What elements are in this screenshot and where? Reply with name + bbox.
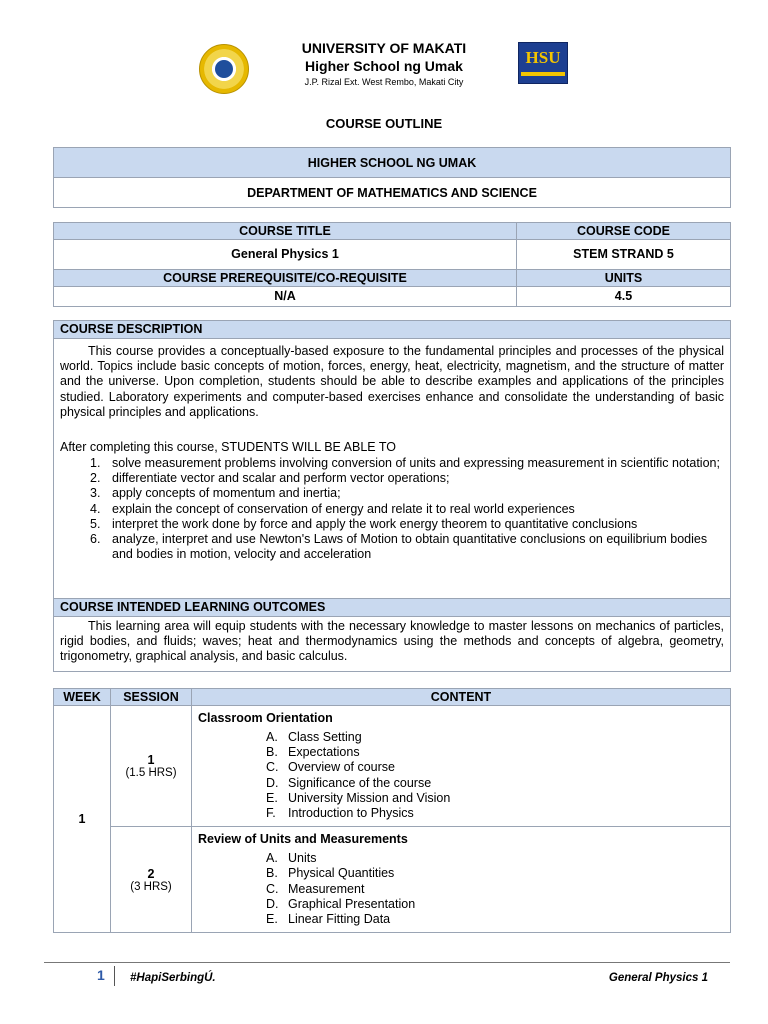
session-content-2 xyxy=(192,827,731,933)
learning-outcomes-heading: COURSE INTENDED LEARNING OUTCOMES xyxy=(54,598,730,617)
objective-text: explain the concept of conservation of energy and relate it to real world experiences xyxy=(112,501,575,516)
session-topic-list xyxy=(198,730,724,821)
school-address: J.P. Rizal Ext. West Rembo, Makati City xyxy=(304,77,464,87)
objective-number: 2. xyxy=(90,471,101,486)
footer-hashtag: #HapiSerbingÚ. xyxy=(130,972,216,984)
objective-item xyxy=(60,517,724,532)
content-header: CONTENT xyxy=(192,689,731,706)
org-department-cell: DEPARTMENT OF MATHEMATICS AND SCIENCE xyxy=(54,178,731,208)
topic-letter: E. xyxy=(266,912,278,927)
week-cell: 1 xyxy=(54,706,111,933)
topic-item xyxy=(198,745,724,760)
objective-text: apply concepts of momentum and inertia; xyxy=(112,486,341,501)
footer-course-name: General Physics 1 xyxy=(608,972,708,984)
session-topic-list xyxy=(198,851,724,927)
objective-text: differentiate vector and scalar and perform vector operations; xyxy=(112,471,450,486)
topic-item xyxy=(198,912,724,927)
objective-item xyxy=(60,456,724,471)
session-cell-1 xyxy=(111,706,192,827)
topic-text: Overview of course xyxy=(288,760,395,775)
week-header: WEEK xyxy=(54,689,111,706)
objective-number: 6. xyxy=(90,532,101,547)
objective-item xyxy=(60,471,724,486)
hsu-logo-text: HSU xyxy=(525,48,561,67)
course-description-box xyxy=(53,320,731,672)
topic-item xyxy=(198,760,724,775)
topic-item xyxy=(198,851,724,866)
topic-text: Measurement xyxy=(288,881,365,896)
topic-letter: D. xyxy=(266,896,279,911)
objective-number: 5. xyxy=(90,516,101,531)
topic-text: Class Setting xyxy=(288,730,362,744)
org-school-cell: HIGHER SCHOOL NG UMAK xyxy=(54,148,731,178)
session-cell-2 xyxy=(111,827,192,933)
objective-item xyxy=(60,486,724,501)
topic-text: Significance of the course xyxy=(288,775,432,790)
objectives-list xyxy=(60,456,724,562)
topic-text: Introduction to Physics xyxy=(288,806,414,821)
topic-letter: A. xyxy=(266,851,278,866)
topic-letter: A. xyxy=(266,730,278,744)
session-number: 2 xyxy=(147,866,155,881)
units-label: UNITS xyxy=(517,270,731,287)
objective-text: interpret the work done by force and apply the work energy theorem to quantitative conclusions xyxy=(112,516,638,531)
course-info-table xyxy=(53,222,731,307)
topic-text: Units xyxy=(288,851,317,866)
topic-item xyxy=(198,730,724,745)
prereq-label: COURSE PREREQUISITE/CO-REQUISITE xyxy=(54,270,517,287)
course-title-label: COURSE TITLE xyxy=(54,223,517,240)
topic-text: University Mission and Vision xyxy=(288,790,451,805)
objective-number: 3. xyxy=(90,486,101,501)
topic-text: Physical Quantities xyxy=(288,866,395,881)
topic-item xyxy=(198,882,724,897)
course-code-label: COURSE CODE xyxy=(517,223,731,240)
footer-divider xyxy=(44,962,730,963)
topic-text: Expectations xyxy=(288,745,360,760)
objective-number: 4. xyxy=(90,501,101,516)
learning-outcomes-paragraph: This learning area will equip students with the necessary knowledge to master lessons on mechanics of particles, rigid bodies, and fluids; waves; heat and thermodynamics using the methods and concepts of algebra, geometry, trigonometry, graphical analysis, and basic calculus. xyxy=(60,619,724,664)
schedule-table xyxy=(53,688,731,933)
school-name: Higher School ng Umak xyxy=(305,58,463,74)
session-hours: (1.5 HRS) xyxy=(125,767,177,780)
hsu-logo xyxy=(518,42,568,84)
session-header: SESSION xyxy=(111,689,192,706)
topic-item xyxy=(198,806,724,821)
organization-table xyxy=(53,147,731,208)
topic-item xyxy=(198,897,724,912)
course-description-paragraph: This course provides a conceptually-based exposure to the fundamental principles and processes of the physical world. Topics include basic concepts of motion, forces, energy, heat, electricity, magnetism, and the structure of matter and the universe. Upon completion, students should be able to describe examples and applications of the principles studied. Laboratory experiments and computer-based exercises enhance and consolidate the understanding of basic physical principles and applications. xyxy=(60,344,724,419)
topic-text: Linear Fitting Data xyxy=(288,912,391,927)
topic-letter: E. xyxy=(266,790,278,805)
page-number-separator xyxy=(114,966,115,986)
topic-letter: B. xyxy=(266,866,278,881)
course-title-value: General Physics 1 xyxy=(54,240,517,270)
objectives-intro: After completing this course, STUDENTS WILL BE ABLE TO xyxy=(60,440,397,454)
topic-letter: B. xyxy=(266,745,278,760)
objective-item xyxy=(60,532,724,562)
objective-text: analyze, interpret and use Newton's Laws of Motion to obtain quantitative conclusions on equilibrium bodies and bodies in motion, velocity and acceleration xyxy=(112,532,708,562)
university-name: UNIVERSITY OF MAKATI xyxy=(301,40,467,56)
topic-item xyxy=(198,776,724,791)
session-content-1 xyxy=(192,706,731,827)
topic-letter: C. xyxy=(266,881,279,896)
topic-letter: C. xyxy=(266,760,279,775)
topic-item xyxy=(198,866,724,881)
units-value: 4.5 xyxy=(517,287,731,307)
session-hours: (3 HRS) xyxy=(130,880,172,893)
page-number: 1 xyxy=(97,967,105,983)
document-title: COURSE OUTLINE xyxy=(325,116,443,131)
topic-item xyxy=(198,791,724,806)
session-topic-title: Classroom Orientation xyxy=(198,711,333,725)
topic-letter: F. xyxy=(266,806,276,821)
session-topic-title: Review of Units and Measurements xyxy=(198,832,408,847)
topic-text: Graphical Presentation xyxy=(288,896,416,911)
objective-number: 1. xyxy=(90,456,101,470)
course-description-heading: COURSE DESCRIPTION xyxy=(54,320,730,339)
objective-text: solve measurement problems involving conversion of units and expressing measurement in scientific notation; xyxy=(112,456,720,470)
session-number: 1 xyxy=(147,753,155,768)
course-code-value: STEM STRAND 5 xyxy=(517,240,731,270)
objective-item xyxy=(60,502,724,517)
topic-letter: D. xyxy=(266,775,279,790)
prereq-value: N/A xyxy=(54,287,517,307)
